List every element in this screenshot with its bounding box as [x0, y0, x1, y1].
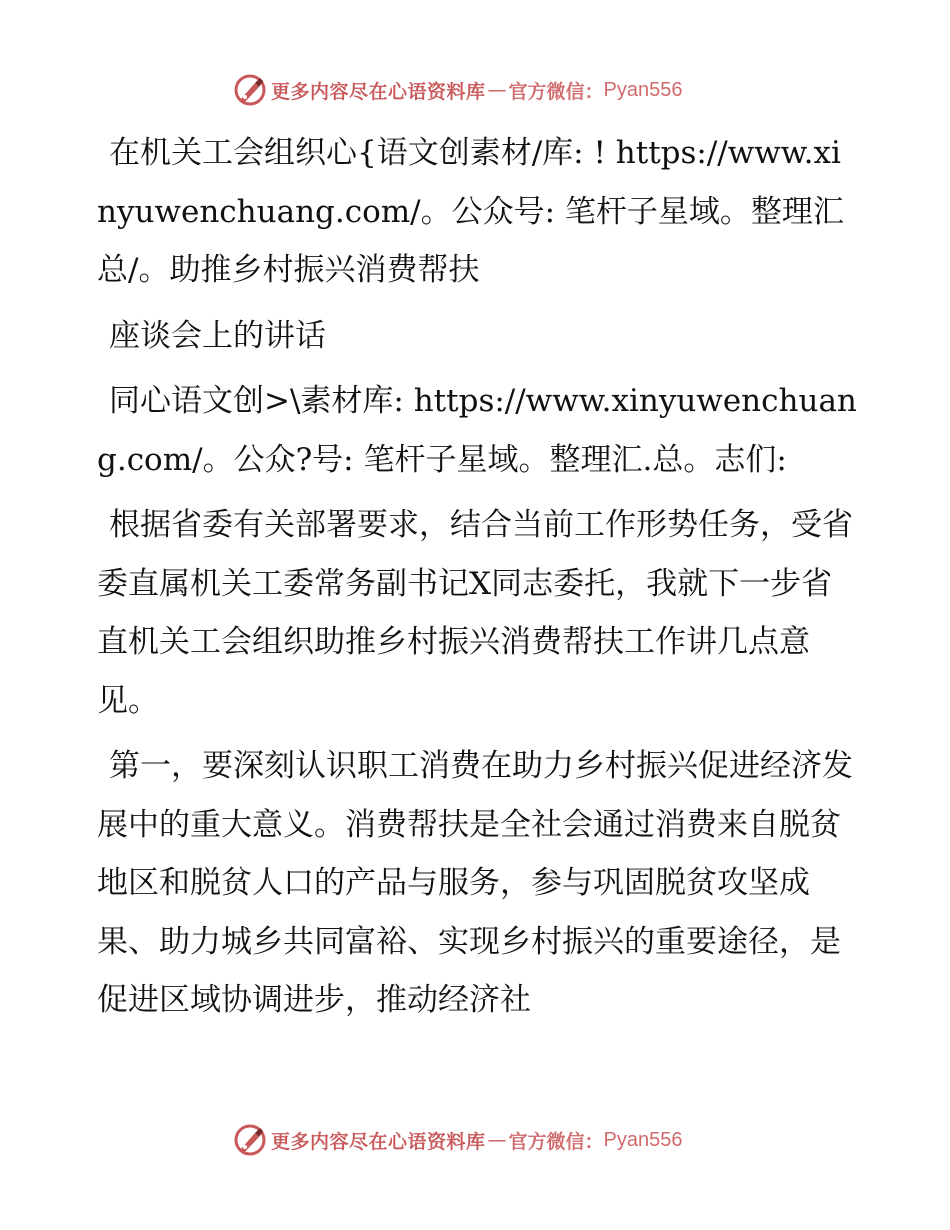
banner-text: 更多内容尽在心语资料库	[271, 80, 486, 103]
paragraph-title	[97, 307, 857, 366]
banner-wechat-id: Pyan556	[603, 1128, 683, 1151]
banner-wechat-label: 官方微信：	[508, 1130, 604, 1153]
paragraph-3-text: 根据省委有关部署要求，结合当前工作形势任务，受省委直属机关工委常务副书记X同志委托，我就下一步省直机关工会组织助推乡村振兴消费帮扶工作讲几点意见。	[97, 507, 853, 719]
paragraph-4-text: 第一，要深刻认识职工消费在助力乡村振兴促进经济发展中的重大意义。消费帮扶是全社会通过消费来自脱贫地区和脱贫人口的产品与服务，参与巩固脱贫攻坚成果、助力城乡共同富裕、实现乡村振兴的重要途径，是促进区域协调进步，推动经济社	[97, 748, 853, 1018]
banner-text: 更多内容尽在心语资料库	[271, 1130, 486, 1153]
paragraph-title-text: 座谈会上的讲话	[109, 317, 326, 354]
pen-logo-icon	[233, 73, 267, 107]
banner-wechat-label: 官方微信：	[508, 80, 604, 103]
footer-banner	[233, 1120, 683, 1160]
paragraph-4	[97, 737, 857, 1030]
document-body	[97, 124, 857, 1030]
banner-wechat-id: Pyan556	[603, 78, 683, 101]
banner-separator: —	[487, 1129, 507, 1151]
paragraph-2	[97, 372, 857, 489]
paragraph-1	[97, 124, 857, 300]
pen-logo-icon	[233, 1123, 267, 1157]
paragraph-2-text: 同心语文创>\素材库: https://www.xinyuwenchuang.com/。公众?号: 笔杆子星域。整理汇.总。志们:	[97, 383, 857, 478]
paragraph-3	[97, 496, 857, 730]
paragraph-1-text: 在机关工会组织心{语文创素材/库: ! https://www.xinyuwenchuang.com/。公众号: 笔杆子星域。整理汇总/。助推乡村振兴消费帮扶	[97, 135, 844, 288]
banner-separator: —	[487, 79, 507, 101]
header-banner	[233, 70, 683, 110]
